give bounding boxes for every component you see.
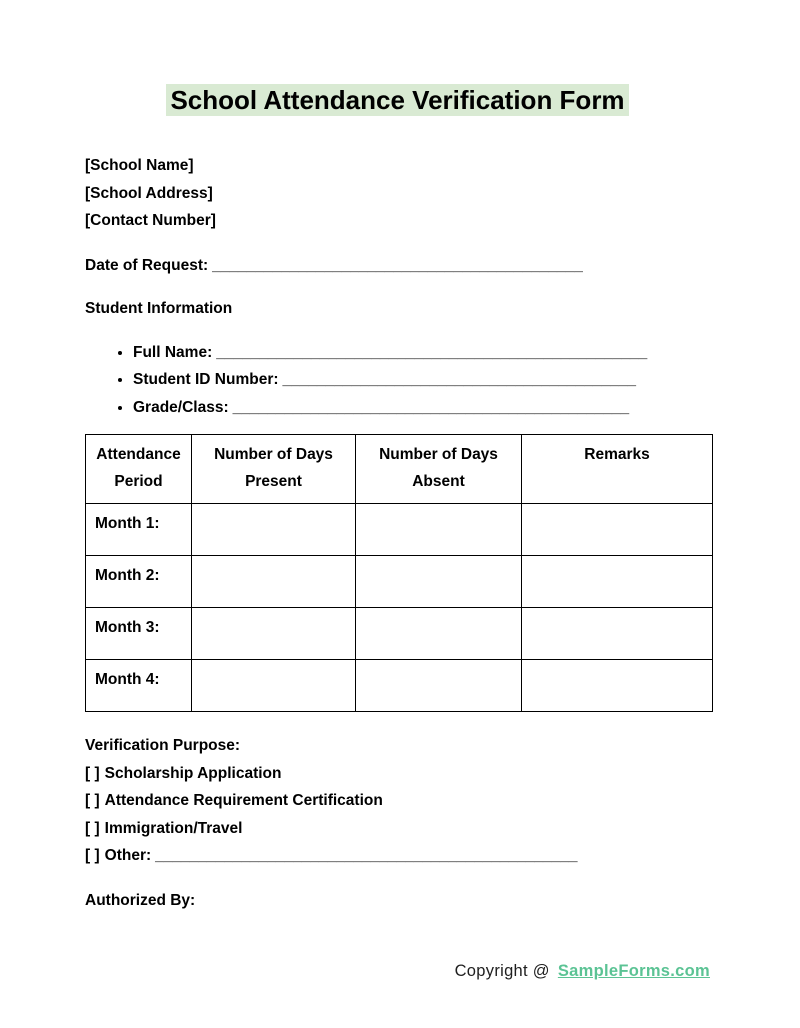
cell-remarks-month-1	[522, 504, 713, 556]
table-row	[86, 660, 713, 712]
cell-present-month-1	[192, 504, 356, 556]
student-information-heading: Student Information	[85, 300, 233, 317]
cell-remarks-month-4	[522, 660, 713, 712]
date-of-request-label: Date of Request:	[85, 256, 209, 274]
cell-period-month-4: Month 4:	[86, 660, 192, 712]
school-info-block	[85, 152, 710, 235]
date-of-request-blank: ___________________________________________	[212, 256, 583, 274]
list-item-student-id	[133, 366, 710, 394]
table-row	[86, 504, 713, 556]
checkbox-row-other	[85, 842, 710, 870]
student-id-label: Student ID Number:	[133, 371, 279, 388]
cell-absent-month-3	[356, 608, 522, 660]
checkbox-row-scholarship	[85, 760, 710, 788]
form-title-highlight: School Attendance Verification Form	[166, 84, 628, 116]
checkbox-brackets: [ ]	[85, 792, 100, 809]
checkbox-label-attendance-requirement: Attendance Requirement Certification	[104, 792, 383, 809]
cell-present-month-3	[192, 608, 356, 660]
checkbox-brackets: [ ]	[85, 819, 100, 837]
cell-remarks-month-2	[522, 556, 713, 608]
student-information-list	[85, 339, 710, 422]
footer	[455, 960, 710, 982]
grade-class-blank: ______________________________________________	[232, 398, 630, 416]
table-row	[86, 556, 713, 608]
date-of-request-row	[85, 252, 710, 280]
cell-present-month-2	[192, 556, 356, 608]
other-blank: _________________________________________________	[155, 847, 578, 864]
contact-number-placeholder: [Contact Number]	[85, 212, 216, 229]
table-row	[86, 608, 713, 660]
header-attendance-period: Attendance Period	[86, 435, 192, 504]
school-name-placeholder: [School Name]	[85, 157, 194, 174]
list-item-full-name	[133, 339, 710, 367]
checkbox-brackets: [ ]	[85, 764, 100, 782]
form-title	[85, 84, 710, 116]
header-days-absent: Number of Days Absent	[356, 435, 522, 504]
checkbox-label-scholarship: Scholarship Application	[104, 764, 282, 782]
other-label: Other:	[104, 847, 152, 864]
checkbox-row-immigration-travel	[85, 815, 710, 843]
verification-purpose-block	[85, 732, 710, 870]
list-item-grade-class	[133, 394, 710, 422]
cell-period-month-1: Month 1:	[86, 504, 192, 556]
cell-absent-month-1	[356, 504, 522, 556]
checkbox-brackets: [ ]	[85, 847, 100, 864]
cell-period-month-2: Month 2:	[86, 556, 192, 608]
student-id-blank: _________________________________________	[282, 371, 636, 388]
cell-absent-month-2	[356, 556, 522, 608]
checkbox-row-attendance-requirement	[85, 787, 710, 815]
grade-class-label: Grade/Class:	[133, 398, 229, 416]
cell-period-month-3: Month 3:	[86, 608, 192, 660]
cell-absent-month-4	[356, 660, 522, 712]
full-name-blank: __________________________________________________	[216, 343, 648, 361]
sampleforms-link[interactable]: SampleForms.com	[557, 962, 710, 980]
school-address-placeholder: [School Address]	[85, 184, 213, 202]
authorized-by-label: Authorized By:	[85, 891, 196, 909]
header-days-present: Number of Days Present	[192, 435, 356, 504]
checkbox-label-immigration-travel: Immigration/Travel	[104, 819, 243, 837]
cell-present-month-4	[192, 660, 356, 712]
copyright-text: Copyright @	[454, 962, 550, 980]
table-header-row	[86, 435, 713, 504]
full-name-label: Full Name:	[133, 343, 213, 361]
verification-purpose-heading: Verification Purpose:	[85, 737, 241, 754]
cell-remarks-month-3	[522, 608, 713, 660]
header-remarks: Remarks	[522, 435, 713, 504]
attendance-table	[85, 434, 713, 712]
